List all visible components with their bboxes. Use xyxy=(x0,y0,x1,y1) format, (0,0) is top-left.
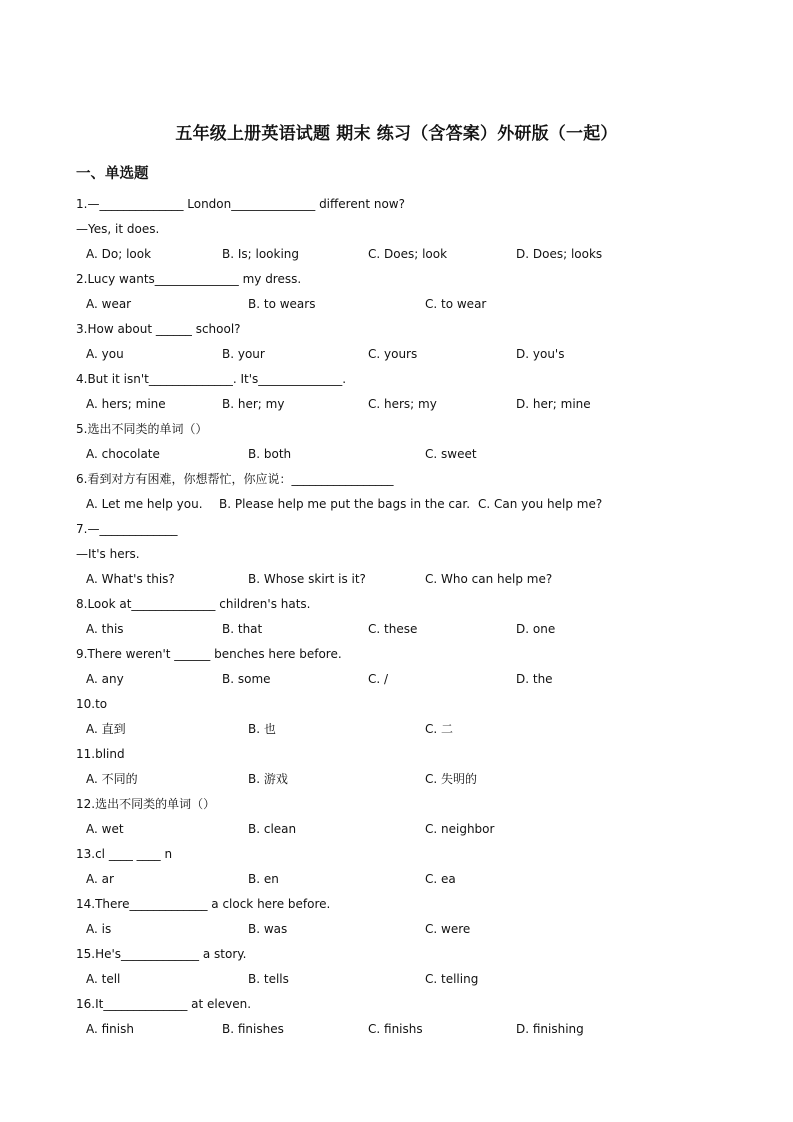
answer-options xyxy=(0,821,793,837)
answer-option[interactable]: A. any xyxy=(86,672,124,686)
answer-option[interactable]: B. en xyxy=(248,872,279,886)
question-stem: 10.to xyxy=(76,697,108,711)
answer-option[interactable]: A. wet xyxy=(86,822,124,836)
answer-option[interactable]: A. is xyxy=(86,922,112,936)
answer-option[interactable]: C. these xyxy=(368,622,418,636)
question-stem: 5.选出不同类的单词（） xyxy=(76,422,208,436)
answer-option[interactable]: C. neighbor xyxy=(425,822,495,836)
answer-option[interactable]: B. that xyxy=(222,622,263,636)
question-stem: 15.He's_____________ a story. xyxy=(76,947,247,961)
question-stem: 13.cl ____ ____ n xyxy=(76,847,173,861)
answer-option[interactable]: A. What's this? xyxy=(86,572,175,586)
question-response: —Yes, it does. xyxy=(76,222,160,236)
answer-option[interactable]: C. finishs xyxy=(368,1022,423,1036)
answer-option[interactable]: A. Do; look xyxy=(86,247,152,261)
answer-option[interactable]: C. Does; look xyxy=(368,247,448,261)
answer-option[interactable]: A. wear xyxy=(86,297,132,311)
answer-option[interactable]: D. the xyxy=(516,672,553,686)
answer-options xyxy=(0,246,793,262)
answer-option[interactable]: C. / xyxy=(368,672,389,686)
answer-option[interactable]: B. your xyxy=(222,347,265,361)
answer-options xyxy=(0,971,793,987)
answer-option[interactable]: A. this xyxy=(86,622,124,636)
answer-option[interactable]: B. both xyxy=(248,447,292,461)
answer-option[interactable]: C. hers; my xyxy=(368,397,437,411)
answer-options xyxy=(0,346,793,362)
answer-option[interactable]: C. Can you help me? xyxy=(478,497,603,511)
answer-option[interactable]: B. to wears xyxy=(248,297,316,311)
question-stem: 12.选出不同类的单词（） xyxy=(76,797,216,811)
answer-option[interactable]: D. you's xyxy=(516,347,565,361)
answer-option[interactable]: B. 游戏 xyxy=(248,772,288,786)
answer-option[interactable]: B. some xyxy=(222,672,271,686)
answer-option[interactable]: D. Does; looks xyxy=(516,247,603,261)
section-heading: 一、单选题 xyxy=(76,166,149,182)
answer-option[interactable]: C. yours xyxy=(368,347,418,361)
answer-option[interactable]: A. hers; mine xyxy=(86,397,166,411)
answer-options xyxy=(0,396,793,412)
answer-option[interactable]: C. 二 xyxy=(425,722,454,736)
question-stem: 3.How about ______ school? xyxy=(76,322,241,336)
answer-options xyxy=(0,921,793,937)
question-stem: 7.—_____________ xyxy=(76,522,178,536)
answer-option[interactable]: A. Let me help you. xyxy=(86,497,203,511)
answer-option[interactable]: B. Please help me put the bags in the car. xyxy=(219,497,471,511)
answer-option[interactable]: A. chocolate xyxy=(86,447,160,461)
answer-options xyxy=(0,721,793,737)
question-stem: 11.blind xyxy=(76,747,125,761)
answer-option[interactable]: B. finishes xyxy=(222,1022,284,1036)
answer-options xyxy=(0,496,793,512)
answer-option[interactable]: C. 失明的 xyxy=(425,772,478,786)
question-response: —It's hers. xyxy=(76,547,140,561)
answer-option[interactable]: C. to wear xyxy=(425,297,487,311)
answer-options xyxy=(0,871,793,887)
answer-options xyxy=(0,446,793,462)
answer-option[interactable]: C. Who can help me? xyxy=(425,572,553,586)
answer-option[interactable]: B. Whose skirt is it? xyxy=(248,572,366,586)
answer-options xyxy=(0,1021,793,1037)
answer-option[interactable]: B. Is; looking xyxy=(222,247,300,261)
answer-options xyxy=(0,621,793,637)
page-title: 五年级上册英语试题 期末 练习（含答案）外研版（一起） xyxy=(175,124,618,144)
answer-option[interactable]: D. finishing xyxy=(516,1022,584,1036)
answer-option[interactable]: A. 直到 xyxy=(86,722,126,736)
answer-option[interactable]: A. 不同的 xyxy=(86,772,138,786)
answer-option[interactable]: D. her; mine xyxy=(516,397,591,411)
question-stem: 16.It______________ at eleven. xyxy=(76,997,252,1011)
answer-options xyxy=(0,771,793,787)
answer-option[interactable]: C. telling xyxy=(425,972,479,986)
answer-option[interactable]: A. ar xyxy=(86,872,114,886)
question-stem: 2.Lucy wants______________ my dress. xyxy=(76,272,302,286)
question-stem: 9.There weren't ______ benches here before. xyxy=(76,647,342,661)
question-stem: 6.看到对方有困难，你想帮忙，你应说：_________________ xyxy=(76,472,394,486)
answer-option[interactable]: A. tell xyxy=(86,972,121,986)
question-stem: 8.Look at______________ children's hats. xyxy=(76,597,311,611)
question-stem: 4.But it isn't______________. It's______________. xyxy=(76,372,347,386)
answer-option[interactable]: B. 也 xyxy=(248,722,276,736)
question-stem: 14.There_____________ a clock here before. xyxy=(76,897,331,911)
answer-option[interactable]: D. one xyxy=(516,622,556,636)
answer-option[interactable]: B. clean xyxy=(248,822,297,836)
answer-options xyxy=(0,671,793,687)
answer-option[interactable]: B. her; my xyxy=(222,397,285,411)
question-stem: 1.—______________ London______________ different now? xyxy=(76,197,405,211)
answer-option[interactable]: B. tells xyxy=(248,972,289,986)
answer-option[interactable]: B. was xyxy=(248,922,288,936)
answer-options xyxy=(0,571,793,587)
answer-option[interactable]: A. you xyxy=(86,347,124,361)
answer-option[interactable]: C. were xyxy=(425,922,471,936)
answer-option[interactable]: C. sweet xyxy=(425,447,477,461)
answer-option[interactable]: C. ea xyxy=(425,872,456,886)
answer-option[interactable]: A. finish xyxy=(86,1022,134,1036)
answer-options xyxy=(0,296,793,312)
